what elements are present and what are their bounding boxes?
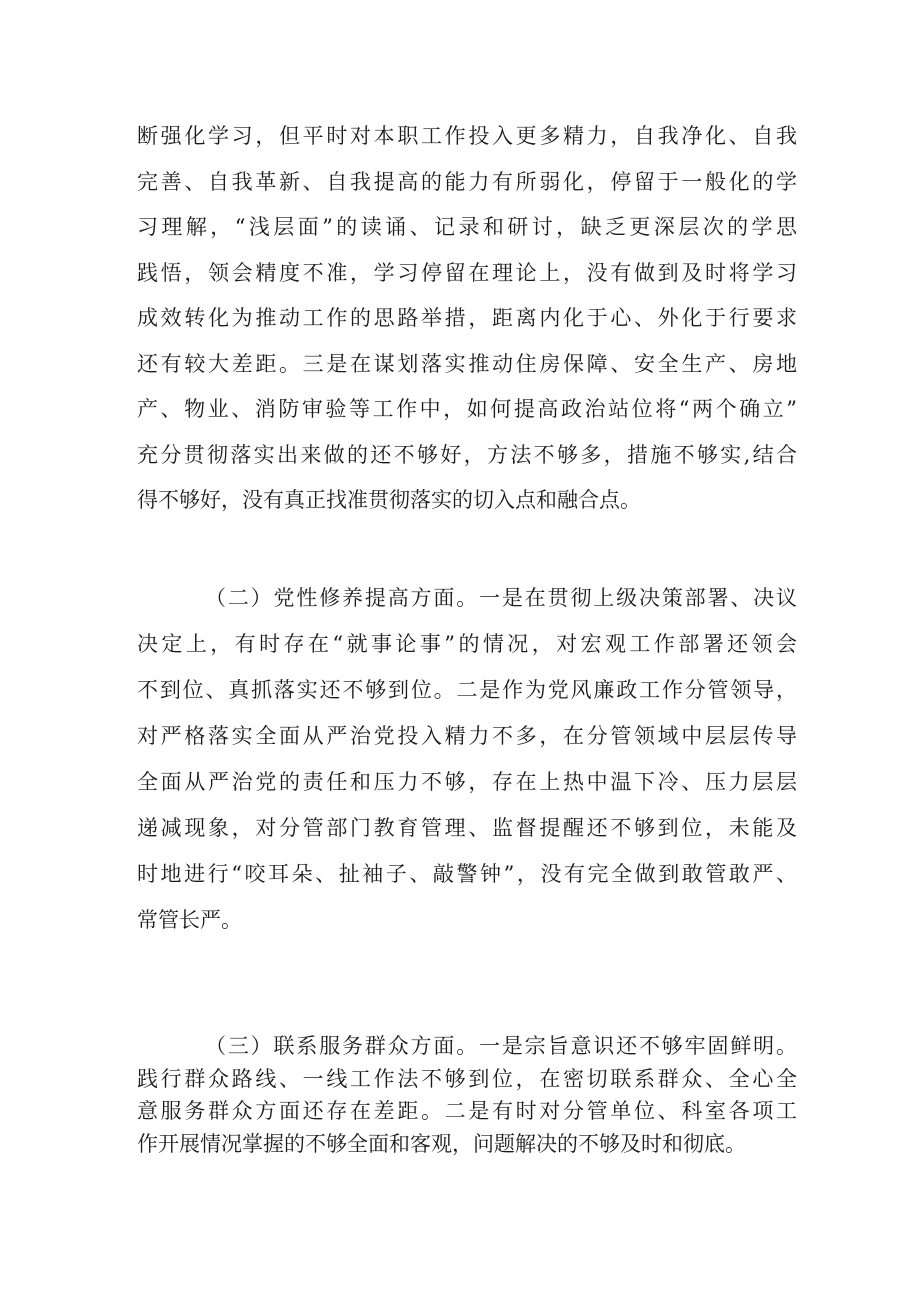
- text-line: 践悟，领会精度不准，学习停留在理论上，没有做到及时将学习: [137, 260, 797, 285]
- text-line: 践行群众路线、一线工作法不够到位，在密切联系群众、全心全: [137, 1066, 797, 1091]
- text-line: 还有较大差距。三是在谋划落实推动住房保障、安全生产、房地: [137, 351, 797, 376]
- text-line: 决定上，有时存在“就事论事”的情况，对宏观工作部署还领会: [137, 632, 797, 656]
- text-line: 对严格落实全面从严治党投入精力不多，在分管领域中层层传导: [137, 724, 797, 748]
- text-line: 意服务群众方面还存在差距。二是有时对分管单位、科室各项工: [137, 1099, 797, 1123]
- text-line: 习理解，“浅层面”的读诵、记录和研讨，缺乏更深层次的学思: [137, 215, 797, 239]
- text-line: 作开展情况掌握的不够全面和客观，问题解决的不够及时和彻底。: [137, 1131, 746, 1156]
- text-line: 断强化学习，但平时对本职工作投入更多精力，自我净化、自我: [137, 124, 797, 148]
- text-line: 充分贯彻落实出来做的还不够好，方法不够多，措施不够实,结合: [137, 442, 797, 467]
- paragraph-party-spirit: [137, 575, 797, 943]
- paragraph-serving-masses: [137, 1030, 797, 1160]
- text-line: （二）党性修养提高方面。一是在贯彻上级决策部署、决议: [205, 586, 797, 610]
- text-line: 产、物业、消防审验等工作中，如何提高政治站位将“两个确立”: [137, 397, 797, 421]
- text-line: 成效转化为推动工作的思路举措，距离内化于心、外化于行要求: [137, 306, 797, 330]
- text-line: 常管长严。: [137, 908, 242, 932]
- text-line: 不到位、真抓落实还不够到位。二是作为党风廉政工作分管领导，: [137, 678, 797, 702]
- text-line: 递减现象，对分管部门教育管理、监督提醒还不够到位，未能及: [137, 816, 797, 840]
- text-line: 时地进行“咬耳朵、扯袖子、敲警钟”，没有完全做到敢管敢严、: [137, 862, 797, 886]
- text-line: 全面从严治党的责任和压力不够，存在上热中温下冷、压力层层: [137, 770, 797, 794]
- paragraph-study: [137, 114, 797, 524]
- text-line: 完善、自我革新、自我提高的能力有所弱化，停留于一般化的学: [137, 169, 797, 194]
- text-line: 得不够好，没有真正找准贯彻落实的切入点和融合点。: [137, 488, 641, 512]
- text-line: （三）联系服务群众方面。一是宗旨意识还不够牢固鲜明。: [205, 1034, 797, 1058]
